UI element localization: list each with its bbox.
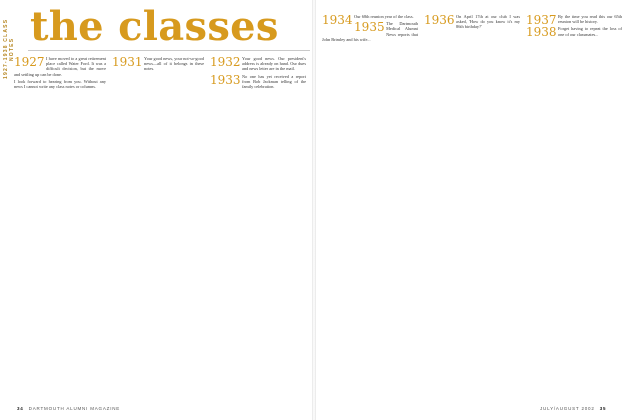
class-year: 1936	[424, 14, 455, 27]
entry-text: On April 17th at our club I was asked, 'How do you know it's my 86th birthday?'	[456, 14, 520, 30]
class-year: 1933	[210, 72, 241, 87]
magazine-title: DARTMOUTH ALUMNI MAGAZINE	[28, 406, 121, 411]
text-column-5	[424, 14, 520, 402]
class-year: 1934	[322, 14, 353, 27]
text-column-6	[526, 14, 622, 402]
class-year: 1927	[14, 56, 45, 69]
section-side-label: 1927-1938 CLASS NOTES	[3, 18, 15, 80]
text-column-3	[210, 56, 306, 401]
class-entry	[526, 14, 622, 27]
masthead-rule	[28, 50, 310, 51]
entry-text: Our 68th reunion year of the class.	[354, 14, 414, 19]
left-page-footer	[14, 406, 120, 411]
entry-text: Your good news. Our president's address is already on hand. Our dues and news letter are in the mail.	[242, 56, 306, 72]
class-year: 1935	[354, 20, 385, 35]
page-number: 35	[599, 406, 607, 411]
class-year: 1931	[112, 56, 143, 69]
class-entry	[14, 56, 106, 77]
class-year: 1938	[526, 25, 557, 40]
issue-date: JULY/AUGUST 2002	[540, 406, 595, 411]
class-entry	[322, 14, 418, 27]
right-page-footer	[540, 406, 609, 411]
class-entry	[526, 25, 622, 40]
entry-text: Your good news, your not-so-good news—all of it belongs in these notes.	[144, 56, 204, 72]
text-column-4	[322, 14, 418, 402]
class-entry	[210, 56, 306, 72]
class-entry	[210, 74, 306, 90]
entry-text: I have moved to a great retirement place called Water Ford. It was a difficult decision, but the move and settling up can be done.	[14, 56, 106, 77]
class-year: 1932	[210, 56, 241, 69]
class-year: 1937	[526, 14, 557, 27]
section-masthead: the classes	[30, 3, 279, 50]
class-entry	[14, 79, 106, 89]
entry-text: Forget having to repeat the loss of one of our classmates...	[558, 26, 622, 37]
entry-text: I look forward to hearing from you. Without any news I cannot write any class notes or columns.	[14, 78, 106, 90]
text-column-2	[112, 56, 204, 401]
entry-text: No one has yet received a report from Bob Jackman telling of the family celebration.	[242, 73, 306, 90]
page-number: 34	[17, 406, 24, 411]
page-gutter	[312, 0, 316, 420]
class-entry	[112, 56, 204, 72]
class-entry	[424, 14, 520, 30]
text-column-1	[14, 56, 106, 401]
entry-text: The Dartmouth Medical Alumni News reports that John Brimley and his wife...	[322, 21, 418, 42]
entry-text: By the time you read this our 65th reunion will be history.	[558, 14, 622, 25]
